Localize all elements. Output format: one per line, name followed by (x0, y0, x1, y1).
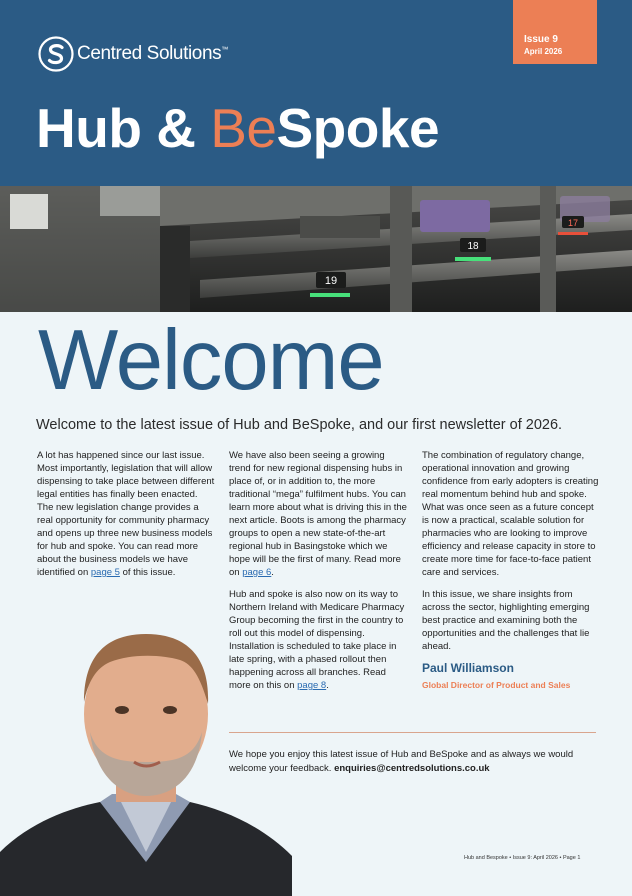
masthead-banner (0, 0, 632, 186)
contact-email-link[interactable]: enquiries@centredsolutions.co.uk (334, 763, 490, 774)
bay-number-18: 18 (467, 241, 479, 252)
intro-line: Welcome to the latest issue of Hub and BeSpoke, and our first newsletter of 2026. (36, 417, 563, 433)
author-portrait-photo (0, 612, 292, 896)
closing-note: We hope you enjoy this latest issue of Hub and BeSpoke and as always we would welcome your feedback. enquiries@centredsolutions.co.uk (229, 749, 574, 774)
page-6-link[interactable]: page 6 (242, 567, 272, 578)
article-column-1 (37, 449, 215, 588)
issue-number: Issue 9 (524, 34, 558, 45)
brand-name: Centred Solutions™ (77, 43, 228, 64)
paragraph: Hub and spoke is also now on its way to Northern Ireland with Medicare Pharmacy Group becoming the first in the country to roll out this model of dispensing. Installation is scheduled to take place in late spring, with a phased rollout then happening across all branches. Read more on this on page 8. (229, 589, 405, 691)
bay-number-19: 19 (324, 275, 338, 287)
welcome-heading: Welcome (38, 313, 384, 408)
paragraph: The combination of regulatory change, operational innovation and growing confidence from early adopters is creating real momentum behind hub and spoke. What was once seen as a future concept is now a practical, scalable solution for pharmacies who are looking to improve efficiency and release capacity in store to create more time for face-to-face patient care and services. (422, 450, 599, 578)
issue-badge (513, 0, 597, 64)
paragraph: We have also been seeing a growing trend for new regional dispensing hubs in place of, or in addition to, the more traditional “mega” fulfilment hubs. You can learn more about what is driving this in the next article. Boots is among the pharmacy groups to open a new state-of-the-art regional hub in Basingstoke which we hope will be the first of many. Read more on page 6. (229, 450, 407, 578)
centred-s-icon (38, 36, 74, 72)
page-5-link[interactable]: page 5 (90, 567, 120, 578)
bay-number-17: 17 (567, 218, 579, 228)
issue-date: April 2026 (524, 47, 563, 56)
article-column-3 (422, 449, 600, 692)
page-footer: Hub and Bespoke • Issue 9: April 2026 • Page 1 (464, 855, 581, 861)
newsletter-title: Hub & BeSpoke (36, 97, 440, 159)
signature-name: Paul Williamson (422, 661, 514, 675)
paragraph: In this issue, we share insights from across the sector, highlighting emerging best practice and examining both the opportunities and the challenges that lie ahead. (422, 589, 590, 652)
page-8-link[interactable]: page 8 (297, 680, 327, 691)
paragraph: A lot has happened since our last issue. Most importantly, legislation that will allow dispensing to take place between different legal entities has finally been enacted. The new legislation change provides a real opportunity for community pharmacy and opens up three new business models for hub and spoke. You can read more about the business models we have identified on page 5 of this issue. (37, 450, 215, 578)
signature-title: Global Director of Product and Sales (422, 680, 571, 690)
centred-solutions-logo[interactable] (38, 36, 228, 72)
hero-photo-dispensing-bays (0, 186, 632, 312)
